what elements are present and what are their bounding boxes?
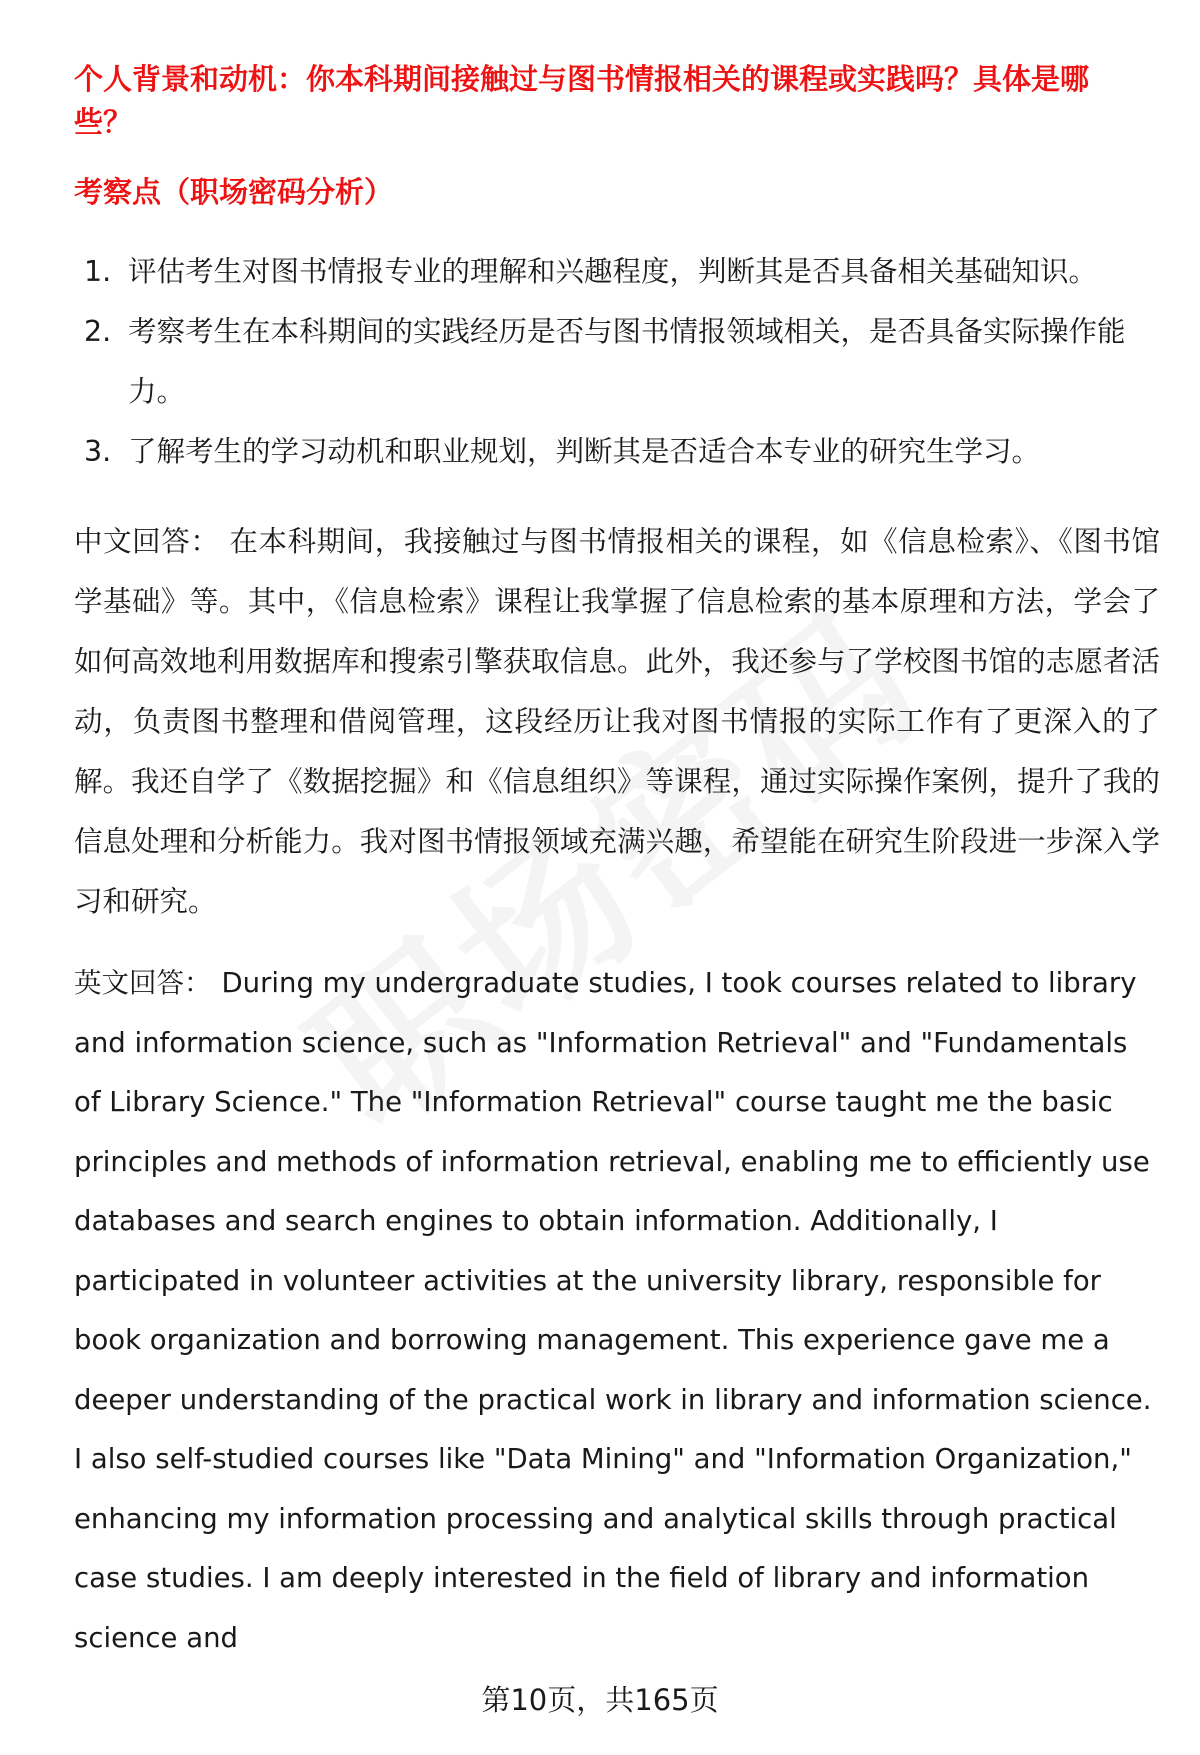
english-answer-label: 英文回答： [74,967,212,999]
list-item-number: 2. [84,315,112,348]
list-item [74,422,1154,482]
chinese-answer-label: 中文回答： [74,525,220,558]
question-heading: 个人背景和动机：你本科期间接触过与图书情报相关的课程或实践吗？具体是哪些？ [74,62,1090,139]
page-number-footer: 第10页，共165页 [481,1683,719,1717]
list-item [74,302,1154,422]
list-item-text: 考察考生在本科期间的实践经历是否与图书情报领域相关，是否具备实际操作能力。 [128,315,1126,408]
english-answer-text: During my undergraduate studies, I took courses related to library and information science, such as "Information Retrieval" and "Fundamentals of Library Science." The "Information Retrieval" course taught me the basic principles and methods of information retrieval, enabling me to efficiently use databases and search engines to obtain information. Additionally, I participated in volunteer activities at the university library, responsible for book organization and borrowing management. This experience gave me a deeper understanding of the practical work in library and information science. I also self-studied courses like "Data Mining" and "Information Organization," enhancing my information processing and analytical skills through practical case studies. I am deeply interested in the field of library and information science and [74,967,1152,1654]
english-answer-paragraph [74,954,1154,1668]
list-item [74,242,1154,302]
chinese-answer-paragraph [74,512,1160,932]
list-item-number: 3. [84,435,112,468]
list-item-number: 1. [84,255,112,288]
list-item-text: 了解考生的学习动机和职业规划，判断其是否适合本专业的研究生学习。 [128,435,1041,468]
chinese-answer-text: 在本科期间，我接触过与图书情报相关的课程，如《信息检索》、《图书馆学基础》等。其中，《信息检索》课程让我掌握了信息检索的基本原理和方法，学会了如何高效地利用数据库和搜索引擎获取信息。此外，我还参与了学校图书馆的志愿者活动，负责图书整理和借阅管理，这段经历让我对图书情报的实际工作有了更深入的了解。我还自学了《数据挖掘》和《信息组织》等课程，通过实际操作案例，提升了我的信息处理和分析能力。我对图书情报领域充满兴趣，希望能在研究生阶段进一步深入学习和研究。 [74,525,1160,918]
list-item-text: 评估考生对图书情报专业的理解和兴趣程度，判断其是否具备相关基础知识。 [128,255,1098,288]
section-heading: 考察点（职场密码分析） [74,175,394,209]
evaluation-points-list [74,242,1154,482]
